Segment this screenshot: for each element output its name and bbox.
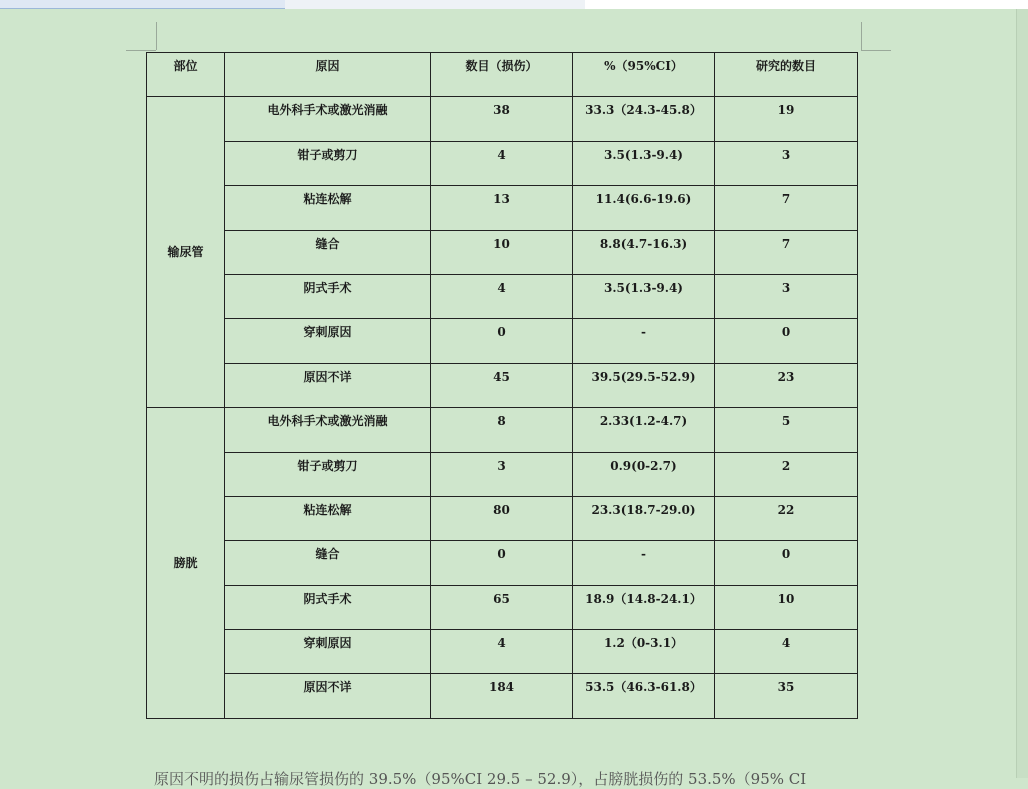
studies-cell: 10	[715, 585, 858, 629]
cause-cell: 钳子或剪刀	[225, 141, 431, 185]
window-top-bar	[0, 0, 1028, 9]
table-row	[147, 274, 858, 318]
percent-cell: 2.33(1.2-4.7)	[573, 408, 715, 452]
header-cell-percent: %（95%CI）	[573, 53, 715, 97]
studies-cell: 7	[715, 186, 858, 230]
cause-cell: 原因不详	[225, 363, 431, 407]
count-cell: 4	[431, 141, 573, 185]
header-cell-site: 部位	[147, 53, 225, 97]
studies-cell: 2	[715, 452, 858, 496]
site-cell: 膀胱	[147, 408, 225, 719]
cause-cell: 粘连松解	[225, 186, 431, 230]
table-row	[147, 452, 858, 496]
percent-cell: 11.4(6.6-19.6)	[573, 186, 715, 230]
injury-cause-table	[146, 52, 858, 719]
studies-cell: 35	[715, 674, 858, 719]
count-cell: 4	[431, 274, 573, 318]
margin-mark-top-right-h	[861, 50, 891, 51]
margin-mark-top-right-v	[861, 22, 862, 50]
cause-cell: 钳子或剪刀	[225, 452, 431, 496]
margin-mark-top-left-v	[156, 22, 157, 50]
cause-cell: 缝合	[225, 230, 431, 274]
ruler-highlight	[0, 0, 285, 9]
table-row	[147, 630, 858, 674]
table-header-row	[147, 53, 858, 97]
table-row	[147, 141, 858, 185]
percent-cell: 18.9（14.8-24.1）	[573, 585, 715, 629]
table-row	[147, 408, 858, 452]
count-cell: 38	[431, 97, 573, 141]
percent-cell: 23.3(18.7-29.0)	[573, 496, 715, 540]
studies-cell: 7	[715, 230, 858, 274]
cause-cell: 阴式手术	[225, 585, 431, 629]
percent-cell: 1.2（0-3.1）	[573, 630, 715, 674]
cause-cell: 粘连松解	[225, 496, 431, 540]
count-cell: 184	[431, 674, 573, 719]
table-row	[147, 674, 858, 719]
toolbar-strip	[585, 0, 1028, 9]
count-cell: 13	[431, 186, 573, 230]
studies-cell: 5	[715, 408, 858, 452]
studies-cell: 0	[715, 319, 858, 363]
header-cell-studies: 研究的数目	[715, 53, 858, 97]
cause-cell: 原因不详	[225, 674, 431, 719]
table-row	[147, 496, 858, 540]
percent-cell: -	[573, 319, 715, 363]
cause-cell: 电外科手术或激光消融	[225, 97, 431, 141]
table-row	[147, 541, 858, 585]
count-cell: 8	[431, 408, 573, 452]
header-cell-count: 数目（损伤）	[431, 53, 573, 97]
cause-cell: 穿刺原因	[225, 319, 431, 363]
studies-cell: 3	[715, 274, 858, 318]
cause-cell: 缝合	[225, 541, 431, 585]
site-cell: 输尿管	[147, 97, 225, 408]
count-cell: 65	[431, 585, 573, 629]
body-paragraph: 原因不明的损伤占输尿管损伤的 39.5%（95%CI 29.5 – 52.9），占膀胱损伤的 53.5%（95% CI	[154, 770, 807, 788]
percent-cell: -	[573, 541, 715, 585]
studies-cell: 19	[715, 97, 858, 141]
header-cell-cause: 原因	[225, 53, 431, 97]
cause-cell: 阴式手术	[225, 274, 431, 318]
percent-cell: 3.5(1.3-9.4)	[573, 141, 715, 185]
percent-cell: 53.5（46.3-61.8）	[573, 674, 715, 719]
percent-cell: 3.5(1.3-9.4)	[573, 274, 715, 318]
count-cell: 3	[431, 452, 573, 496]
count-cell: 4	[431, 630, 573, 674]
studies-cell: 0	[715, 541, 858, 585]
studies-cell: 4	[715, 630, 858, 674]
studies-cell: 3	[715, 141, 858, 185]
count-cell: 10	[431, 230, 573, 274]
table-row	[147, 585, 858, 629]
percent-cell: 8.8(4.7-16.3)	[573, 230, 715, 274]
cause-cell: 电外科手术或激光消融	[225, 408, 431, 452]
vertical-scrollbar[interactable]	[1016, 9, 1028, 778]
table-body	[147, 53, 858, 719]
cause-cell: 穿刺原因	[225, 630, 431, 674]
table-row	[147, 319, 858, 363]
table-row	[147, 363, 858, 407]
count-cell: 0	[431, 319, 573, 363]
percent-cell: 33.3（24.3-45.8）	[573, 97, 715, 141]
count-cell: 0	[431, 541, 573, 585]
percent-cell: 0.9(0-2.7)	[573, 452, 715, 496]
count-cell: 80	[431, 496, 573, 540]
percent-cell: 39.5(29.5-52.9)	[573, 363, 715, 407]
margin-mark-top-left-h	[126, 50, 156, 51]
table-row	[147, 97, 858, 141]
count-cell: 45	[431, 363, 573, 407]
table-row	[147, 230, 858, 274]
table-row	[147, 186, 858, 230]
studies-cell: 22	[715, 496, 858, 540]
studies-cell: 23	[715, 363, 858, 407]
